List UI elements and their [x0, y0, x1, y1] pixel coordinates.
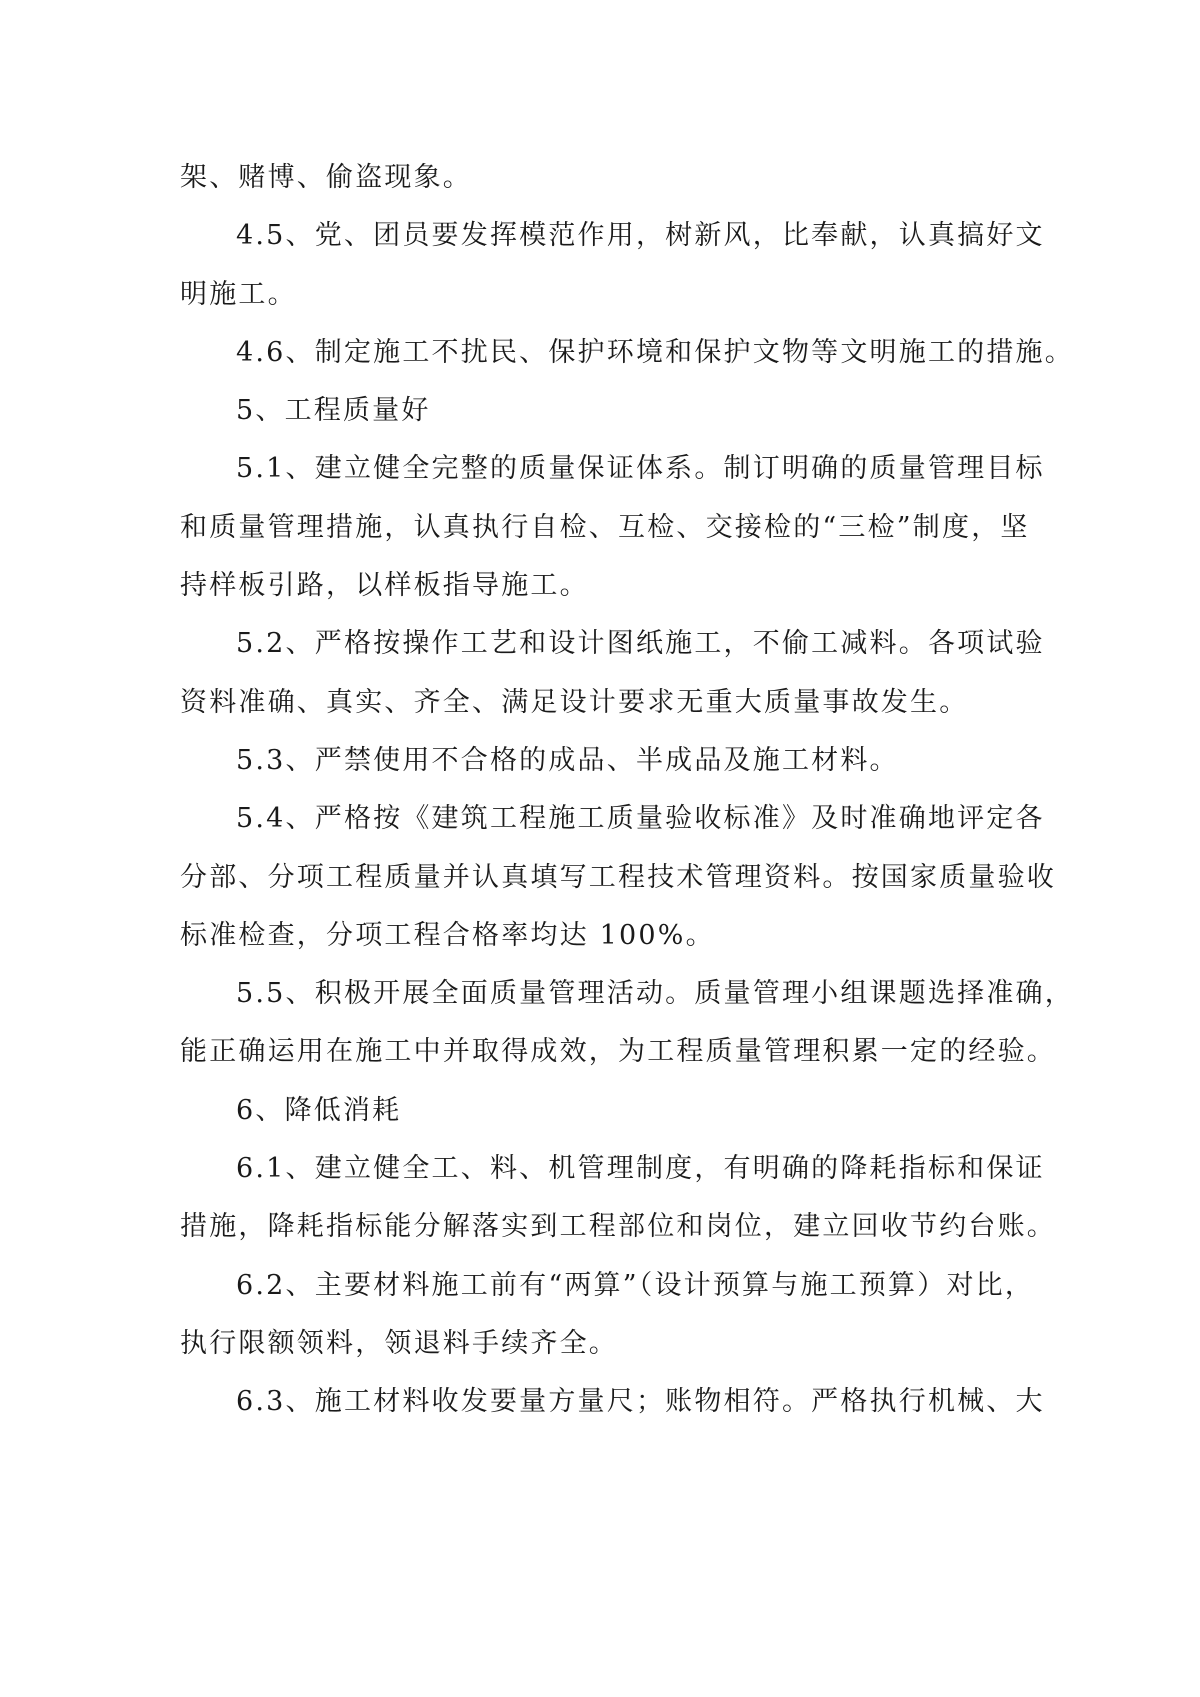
text-line: 5.4、严格按《建筑工程施工质量验收标准》及时准确地评定各	[236, 803, 1045, 835]
text-line: 5.1、建立健全完整的质量保证体系。制订明确的质量管理目标	[236, 453, 1045, 485]
text-line: 4.5、党、团员要发挥模范作用，树新风，比奉献，认真搞好文	[236, 220, 1045, 252]
text-line: 5.2、严格按操作工艺和设计图纸施工，不偷工减料。各项试验	[236, 628, 1045, 660]
text-line: 能正确运用在施工中并取得成效，为工程质量管理积累一定的经验。	[180, 1036, 1056, 1068]
text-line: 5.5、积极开展全面质量管理活动。质量管理小组课题选择准确，	[236, 978, 1074, 1010]
text-line: 分部、分项工程质量并认真填写工程技术管理资料。按国家质量验收	[180, 861, 1056, 893]
text-line: 持样板引路，以样板指导施工。	[180, 570, 589, 602]
document-body	[180, 149, 1074, 1432]
text-line: 6.1、建立健全工、料、机管理制度，有明确的降耗指标和保证	[236, 1153, 1045, 1185]
section-heading: 5、工程质量好	[236, 395, 431, 427]
text-line: 明施工。	[180, 278, 297, 310]
text-line: 架、赌博、偷盗现象。	[180, 162, 472, 193]
text-line: 6.2、主要材料施工前有“两算”（设计预算与施工预算）对比，	[236, 1269, 1035, 1301]
text-line: 和质量管理措施，认真执行自检、互检、交接检的“三检”制度，坚	[180, 511, 1030, 543]
text-line: 6.3、施工材料收发要量方量尺；账物相符。严格执行机械、大	[236, 1386, 1045, 1418]
text-line: 标准检查，分项工程合格率均达 100%。	[180, 919, 715, 951]
text-line: 5.3、严禁使用不合格的成品、半成品及施工材料。	[236, 744, 899, 776]
text-line: 资料准确、真实、齐全、满足设计要求无重大质量事故发生。	[180, 686, 969, 718]
section-heading: 6、降低消耗	[236, 1094, 402, 1126]
text-line: 执行限额领料，领退料手续齐全。	[180, 1327, 618, 1359]
text-line: 措施，降耗指标能分解落实到工程部位和岗位，建立回收节约台账。	[180, 1211, 1056, 1243]
text-line: 4.6、制定施工不扰民、保护环境和保护文物等文明施工的措施。	[236, 336, 1074, 368]
